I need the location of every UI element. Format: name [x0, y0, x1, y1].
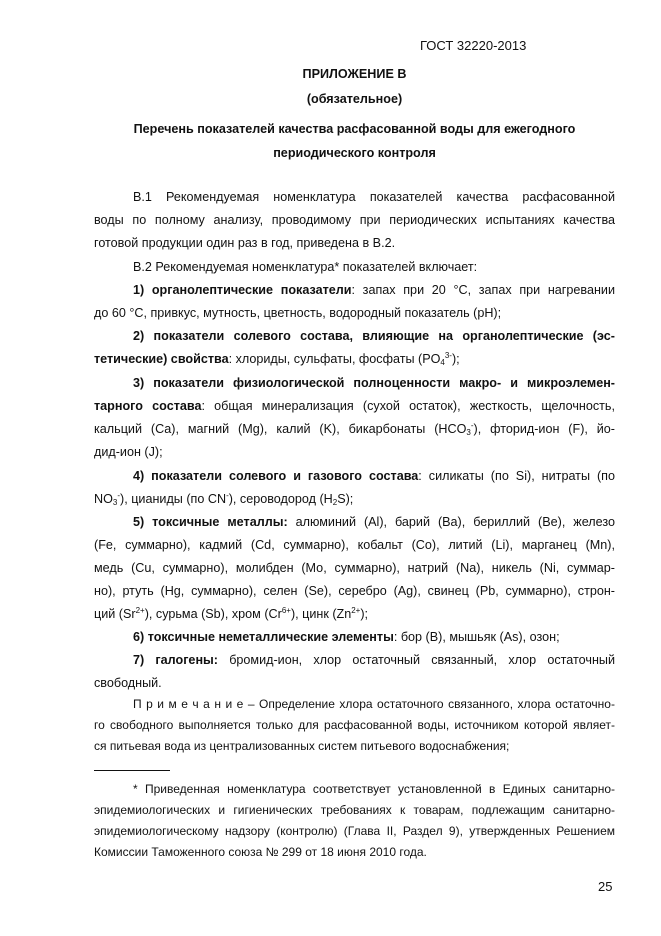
h2s-subscript: 2 [332, 498, 338, 507]
item5-text-d: ); [360, 607, 369, 621]
b2-line-1: В.2 Рекомендуемая номенклатура* показателей включает: [133, 260, 478, 274]
item5-line-3: медь (Cu, суммарно), молибден (Мо, суммарно), натрий (Na), никель (Ni, суммар- [94, 561, 615, 575]
item7-line-2: свободный. [94, 676, 162, 690]
appendix-status: (обязательное) [306, 92, 403, 106]
item5-line-4: но), ртуть (Hg, суммарно), селен (Se), серебро (Ag), свинец (Pb, суммарно), строн- [94, 584, 615, 598]
item4-text-d: S); [337, 492, 354, 506]
footnote-line-2: эпидемиологических и гигиенических требованиях к товарам, подлежащим санитарно- [94, 803, 615, 817]
item5-text-a: ций (Sr [94, 607, 136, 621]
item5-heading: 5) токсичные металлы: [133, 515, 288, 529]
item1-heading: 1) органолептические показатели [133, 283, 352, 297]
note-line-2: го свободного выполняется только для расфасованной воды, источником которой являет- [94, 718, 615, 732]
item5-line-1 [133, 512, 615, 532]
cn-superscript: - [226, 491, 229, 500]
item4-text-b: ), цианиды (по CN [120, 492, 227, 506]
item3-heading-line-1: 3) показатели физиологической полноценности макро- и микроэлемен- [133, 376, 615, 390]
item7-line-1 [133, 650, 615, 670]
hco3-superscript: - [470, 421, 474, 430]
item1-line-2: до 60 °С, привкус, мутность, цветность, водородный показатель (pH); [94, 306, 502, 320]
item7-heading: 7) галогены: [133, 653, 218, 667]
item2-text-end: ); [451, 352, 460, 366]
item3-line-3 [94, 419, 615, 439]
item3-line-2 [94, 396, 615, 416]
item2-heading-line-2: тетические) свойства [94, 352, 229, 366]
note-line-3: ся питьевая вода из централизованных систем питьевого водоснабжения; [94, 739, 510, 753]
item4-text: : силикаты (по Si), нитраты (по [418, 469, 615, 483]
no3-formula: NO [94, 492, 113, 506]
item3-text-b: ), фторид-ион (F), йо- [473, 422, 616, 436]
po4-superscript: 3- [444, 351, 452, 360]
footnote-line-3: эпидемиологическому надзору (контролю) (Глава II, Раздел 9), утвержденных Решением [94, 824, 615, 838]
item3-heading-line-2: тарного состава [94, 399, 202, 413]
item5-text-c: ), цинк (Zn [290, 607, 352, 621]
item2-heading-line-1: 2) показатели солевого состава, влияющие на органолептические (эс- [133, 329, 615, 343]
item6-heading: 6) токсичные неметаллические элементы [133, 630, 394, 644]
item4-heading: 4) показатели солевого и газового состава [133, 469, 419, 483]
po4-subscript: 4 [440, 358, 445, 367]
item4-line-2 [94, 489, 615, 509]
item3-line-4: дид-ион (J); [94, 445, 163, 459]
item6-line [133, 627, 615, 647]
page-number: 25 [598, 879, 613, 894]
appendix-heading-line-2: периодического контроля [273, 146, 436, 160]
cr-superscript: 6+ [281, 606, 291, 615]
zn-superscript: 2+ [351, 606, 361, 615]
b1-line-2: воды по полному анализу, проводимому при периодических испытаниях качества [94, 213, 615, 227]
b1-line-3: готовой продукции один раз в год, приведена в В.2. [94, 236, 396, 250]
no3-superscript: - [117, 491, 121, 500]
note-line-1 [133, 694, 615, 714]
standard-number: ГОСТ 32220-2013 [420, 38, 527, 53]
item6-text: : бор (B), мышьяк (As), озон; [393, 630, 560, 644]
item1-line-1 [133, 280, 615, 300]
item5-line-2: (Fe, суммарно), кадмий (Cd, суммарно), кобальт (Co), литий (Li), марганец (Mn), [94, 538, 615, 552]
b1-line-1: В.1 Рекомендуемая номенклатура показателей качества расфасованной [133, 190, 615, 204]
hco3-subscript: 3 [466, 428, 471, 437]
item7-text: бромид-ион, хлор остаточный связанный, хлор остаточный [218, 653, 615, 667]
note-label: П р и м е ч а н и е [133, 697, 244, 711]
item2-text: : хлориды, сульфаты, фосфаты (PO [228, 352, 441, 366]
item4-text-c: ), сероводород (H [228, 492, 333, 506]
item5-line-5 [94, 604, 615, 624]
footnote-line-4: Комиссии Таможенного союза № 299 от 18 июня 2010 года. [94, 845, 427, 859]
appendix-title: ПРИЛОЖЕНИЕ В [302, 67, 407, 81]
note-text: – Определение хлора остаточного связанного, хлора остаточно- [243, 697, 615, 711]
footnote-separator [94, 770, 170, 771]
item1-text: : запах при 20 °С, запах при нагревании [351, 283, 615, 297]
item5-text-b: ), сурьма (Sb), хром (Cr [144, 607, 282, 621]
footnote-line-1: * Приведенная номенклатура соответствует установленной в Единых санитарно- [133, 782, 615, 796]
item5-text: алюминий (Al), барий (Ba), бериллий (Be), железо [287, 515, 616, 529]
no3-subscript: 3 [112, 498, 118, 507]
item3-text-a: кальций (Са), магний (Mg), калий (K), бикарбонаты (HCO [94, 422, 467, 436]
sr-superscript: 2+ [135, 606, 145, 615]
item3-text: : общая минерализация (сухой остаток), жесткость, щелочность, [201, 399, 615, 413]
appendix-heading-line-1: Перечень показателей качества расфасованной воды для ежегодного [133, 122, 576, 136]
item4-line-1 [133, 466, 615, 486]
item2-line-2 [94, 349, 615, 369]
